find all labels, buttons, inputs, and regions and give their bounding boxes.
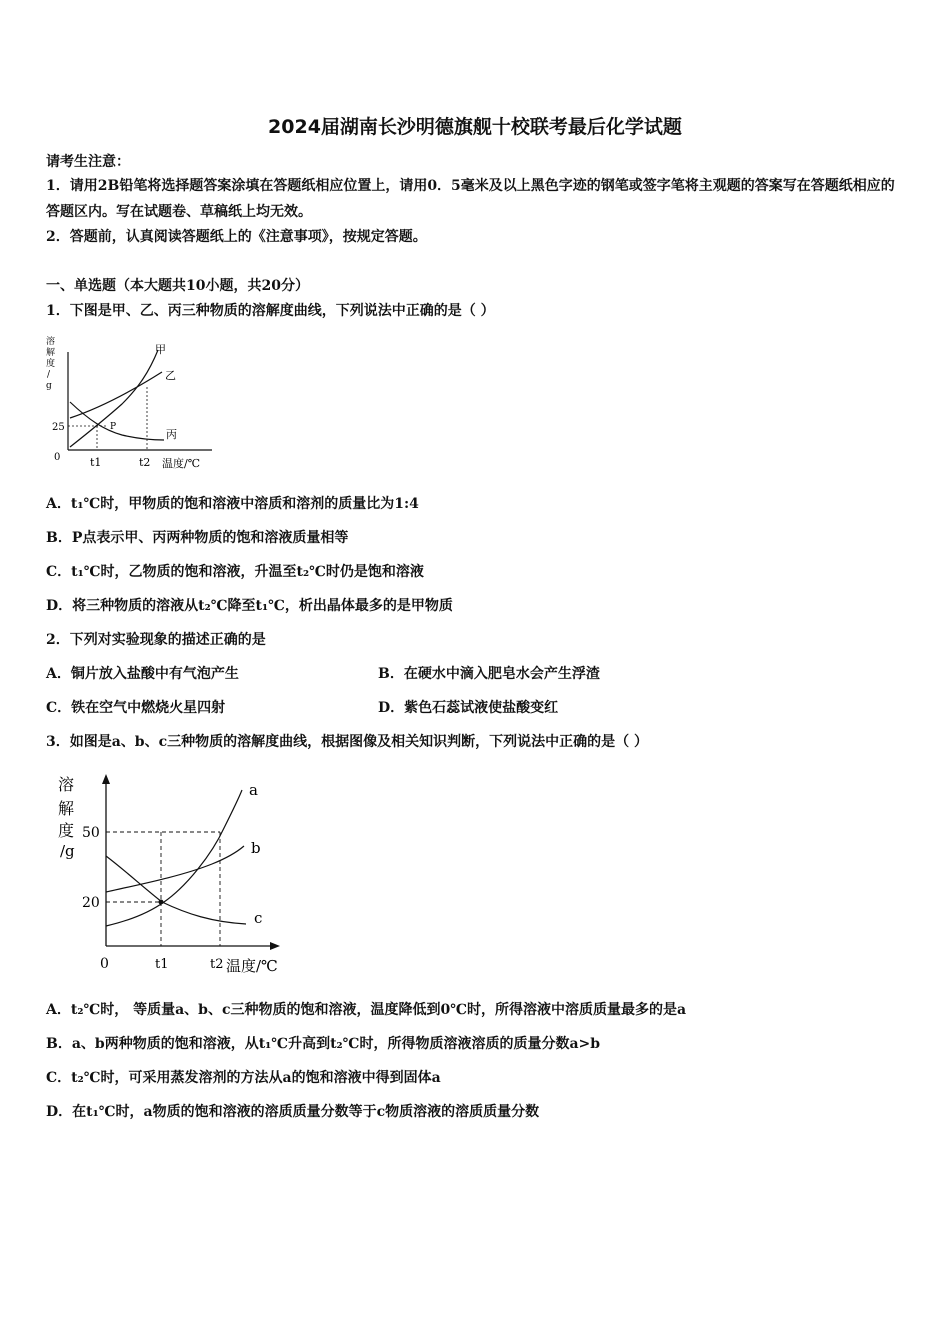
q3-intersection-point xyxy=(159,900,164,905)
q3-label-c: c xyxy=(254,909,263,927)
q3-ylabel-4: /g xyxy=(60,842,75,860)
q1-curve-yi xyxy=(70,372,162,418)
q1-ylabel-4: / xyxy=(47,370,51,380)
q1-option-c: C．t₁℃时，乙物质的饱和溶液，升温至t₂℃时仍是饱和溶液 xyxy=(46,564,424,580)
q3-ylabel-2: 解 xyxy=(58,799,75,818)
q3-origin: 0 xyxy=(100,956,109,972)
q3-x-arrow xyxy=(270,942,280,950)
page-title: 2024届湖南长沙明德旗舰十校联考最后化学试题 xyxy=(268,116,682,138)
q3-y-arrow xyxy=(102,774,110,784)
q3-xtick-t1: t1 xyxy=(155,957,169,972)
q2-option-b: B．在硬水中滴入肥皂水会产生浮渣 xyxy=(378,666,600,682)
q1-origin: 0 xyxy=(54,452,61,463)
q1-xlabel: 温度/℃ xyxy=(162,457,201,470)
q1-option-b: B．P点表示甲、丙两种物质的饱和溶液质量相等 xyxy=(46,530,349,546)
q1-label-jia: 甲 xyxy=(155,343,166,356)
q3-solubility-graph xyxy=(52,768,288,980)
notice-item-2: 2．答题前，认真阅读答题纸上的《注意事项》，按规定答题。 xyxy=(46,229,427,245)
q2-option-a: A．铜片放入盐酸中有气泡产生 xyxy=(46,666,239,682)
q1-ylabel xyxy=(46,335,58,391)
q1-ytick-25: 25 xyxy=(52,422,65,433)
q3-option-a: A．t₂℃时， 等质量a、b、c三种物质的饱和溶液，温度降低到0℃时，所得溶液中溶质质量最多的是a xyxy=(46,1002,687,1018)
q1-ylabel-5: g xyxy=(46,381,52,391)
q1-xtick-t1: t1 xyxy=(90,456,102,469)
q3-option-b: B．a、b两种物质的饱和溶液，从t₁℃升高到t₂℃时，所得物质溶液溶质的质量分数a>b xyxy=(46,1036,601,1052)
q3-ytick-20: 20 xyxy=(82,895,100,911)
q1-solubility-graph xyxy=(44,332,224,474)
q3-stem: 3．如图是a、b、c三种物质的溶解度曲线，根据图像及相关知识判断，下列说法中正确的是（ ） xyxy=(46,734,648,750)
q3-label-a: a xyxy=(249,781,258,799)
q2-option-d: D．紫色石蕊试液使盐酸变红 xyxy=(378,700,559,716)
notice-item-1: 1．请用2B铅笔将选择题答案涂填在答题纸相应位置上，请用0．5毫米及以上黑色字迹的钢笔或签字笔将主观题的答案写在答题纸相应的答题区内。写在试题卷、草稿纸上均无效。 xyxy=(46,178,895,220)
q1-xtick-t2: t2 xyxy=(139,456,151,469)
q3-option-c: C．t₂℃时，可采用蒸发溶剂的方法从a的饱和溶液中得到固体a xyxy=(46,1070,441,1086)
q3-curve-b xyxy=(106,846,244,892)
q2-stem: 2．下列对实验现象的描述正确的是 xyxy=(46,632,266,648)
q3-xtick-t2: t2 xyxy=(210,957,224,972)
q3-label-b: b xyxy=(251,839,261,857)
q1-option-a: A．t₁℃时，甲物质的饱和溶液中溶质和溶剂的质量比为1:4 xyxy=(46,496,419,512)
q3-ylabel-1: 溶 xyxy=(58,775,75,794)
q1-ylabel-1: 溶 xyxy=(46,337,56,347)
q1-label-yi: 乙 xyxy=(165,369,176,382)
q1-label-bing: 丙 xyxy=(166,428,177,441)
q1-ylabel-3: 度 xyxy=(46,359,56,369)
q2-option-c: C．铁在空气中燃烧火星四射 xyxy=(46,700,226,716)
notice-heading: 请考生注意： xyxy=(46,154,130,170)
q3-option-d: D．在t₁℃时，a物质的饱和溶液的溶质质量分数等于c物质溶液的溶质质量分数 xyxy=(46,1104,540,1120)
q3-xlabel: 温度/℃ xyxy=(226,957,278,975)
q1-ylabel-2: 解 xyxy=(46,348,56,358)
q1-option-d: D．将三种物质的溶液从t₂℃降至t₁℃，析出晶体最多的是甲物质 xyxy=(46,598,453,614)
q1-stem: 1．下图是甲、乙、丙三种物质的溶解度曲线，下列说法中正确的是（ ） xyxy=(46,303,495,319)
q3-curve-c xyxy=(106,856,246,924)
q1-point-p: P xyxy=(110,422,117,432)
q3-curve-a xyxy=(106,790,242,926)
q3-ytick-50: 50 xyxy=(82,825,100,841)
section-heading: 一、单选题（本大题共10小题，共20分） xyxy=(46,278,309,294)
q3-ylabel-3: 度 xyxy=(58,821,75,840)
